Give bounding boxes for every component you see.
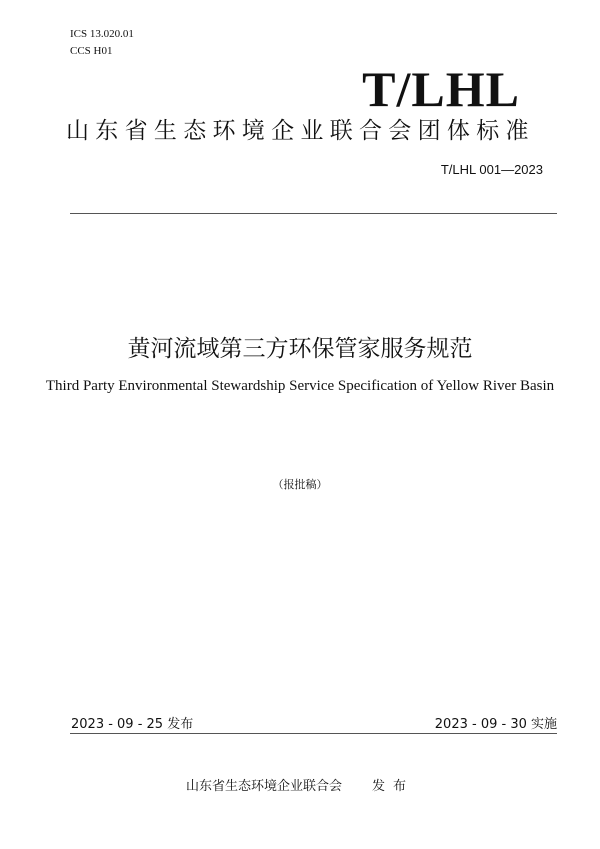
document-title: 黄河流域第三方环保管家服务规范 — [127, 336, 473, 362]
organization-standard-title: 山东省生态环境企业联合会团体标准 — [66, 118, 535, 144]
ics-code: ICS 13.020.01 — [70, 28, 134, 40]
ccs-code: CCS H01 — [70, 45, 113, 57]
bottom-divider — [70, 733, 557, 734]
draft-status: （报批稿） — [272, 478, 328, 491]
publisher-name: 山东省生态环境企业联合会 — [185, 779, 342, 794]
issue-date: 2023 - 09 - 25 发布 — [71, 717, 194, 732]
english-title: Third Party Environmental Stewardship Service Specification of Yellow River Basin — [45, 378, 555, 394]
standard-number: T/LHL 001—2023 — [440, 162, 543, 177]
implementation-date: 2023 - 09 - 30 实施 — [434, 717, 557, 732]
standard-logo: T/LHL — [362, 61, 520, 117]
publish-action: 发布 — [372, 779, 415, 794]
top-divider — [70, 213, 557, 214]
publisher-line — [0, 775, 600, 794]
